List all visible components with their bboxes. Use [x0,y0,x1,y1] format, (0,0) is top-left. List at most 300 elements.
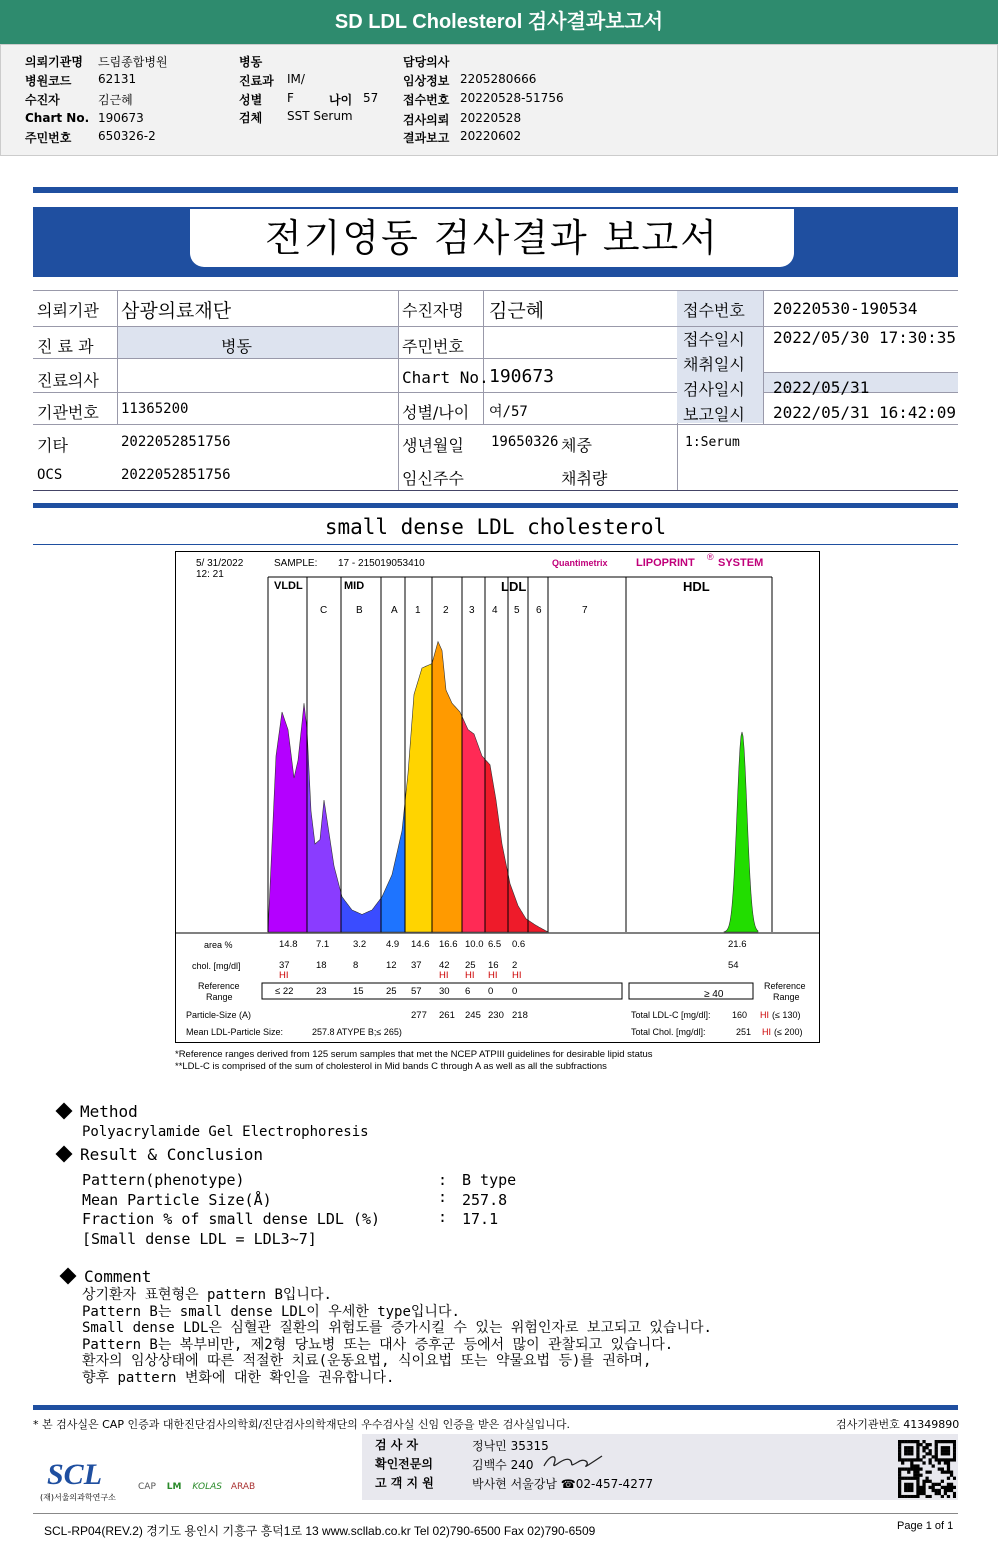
qr-module [910,1446,913,1449]
total-ldl-label: Total LDL-C [mg/dl]: [631,1010,711,1020]
top-header-title: SD LDL Cholesterol 검사결과보고서 [0,0,998,44]
band-label: 7 [582,605,588,616]
ref-box-hdl [629,983,753,999]
qr-module [953,1446,956,1449]
ref-value: 0 [512,986,518,997]
result-note: [Small dense LDL = LDL3~7] [82,1230,317,1248]
qr-module [935,1443,938,1446]
qr-module [941,1480,944,1483]
qr-module [947,1452,950,1455]
band-label: 6 [536,605,542,616]
field-label: 검체 [239,111,263,125]
qr-module [898,1449,901,1452]
hi-flag: HI [512,970,522,981]
qr-module [916,1480,919,1483]
qr-module [947,1483,950,1486]
group-mid: MID [344,580,365,592]
comment-line: Small dense LDL은 심혈관 질환의 위험도를 증가시킬 수 있는 위험인자로 보고되고 있습니다. [82,1320,712,1337]
qr-module [953,1486,956,1489]
cap-logo: CAP [138,1482,156,1492]
area-value: 14.8 [279,939,298,950]
qr-module [944,1446,947,1449]
footnote: **LDL-C is comprised of the sum of cholesterol in Mid bands C through A as well as all the subfractions [175,1061,607,1072]
qr-module [925,1471,928,1474]
qr-module [929,1449,932,1452]
density-segment [268,703,307,932]
qr-module [950,1440,953,1443]
qr-module [907,1489,910,1492]
area-value: 16.6 [439,939,458,950]
qr-module [953,1449,956,1452]
row-label-ref2: Range [206,992,233,1002]
dept-value: 병동 [221,337,252,356]
qr-module [935,1452,938,1455]
field-value: 20220602 [460,129,522,143]
band-label: 5 [514,605,520,616]
qr-module [947,1464,950,1467]
collect-label: 채취일시 [683,355,745,374]
receipt-date-label: 접수일시 [683,330,745,349]
chol-value: 2 [512,960,518,971]
arab-logo: ARAB [230,1482,256,1492]
ref-value: ≤ 22 [275,986,294,997]
qr-module [919,1458,922,1461]
pregnancy-label: 임신주수 [402,469,464,488]
qr-module [916,1458,919,1461]
total-ldl-ref: (≤ 130) [772,1010,801,1020]
chol-value: 18 [316,960,327,971]
cert-note: * 본 검사실은 CAP 인증과 대한진단검사의학회/진단검사의학재단의 우수검사실 신임 인증을 받은 검사실입니다. [33,1418,571,1431]
qr-module [904,1489,907,1492]
comment-line: 환자의 임상상태에 따른 적절한 치료(운동요법, 식이요법 또는 약물요법 등)를 권하며, [82,1353,652,1370]
qr-module [938,1458,941,1461]
tester-value: 정낙민 35315 [472,1439,549,1453]
brand-b: LIPOPRINT [636,557,695,569]
density-segment [462,716,485,932]
qr-module [910,1483,913,1486]
comment-heading-text: Comment [84,1267,152,1286]
method-text: Polyacrylamide Gel Electrophoresis [82,1124,369,1140]
particle-size: 277 [411,1010,427,1021]
report-title: 전기영동 검사결과 보고서 [190,209,794,267]
etc-value: 2022052851756 [121,434,231,450]
qr-module [913,1464,916,1467]
field-value: SST Serum [287,109,353,123]
chart-no-label: Chart No. [402,368,489,387]
qr-module [950,1474,953,1477]
qr-module [913,1467,916,1470]
receipt-date-value: 2022/05/30 17:30:35 [773,328,957,347]
chol-value: 42 [439,960,450,971]
qr-module [898,1480,901,1483]
total-ldl-flag: HI [760,1010,769,1020]
qr-module [904,1477,907,1480]
qr-module [910,1458,913,1461]
total-chol-ref: (≤ 200) [774,1027,803,1037]
hi-flag: HI [488,970,498,981]
result-value: B type [462,1171,517,1189]
qr-module [913,1440,916,1443]
qr-module [907,1483,910,1486]
qr-module [950,1489,953,1492]
qr-module [941,1446,944,1449]
qr-module [913,1471,916,1474]
qr-module [907,1471,910,1474]
qr-module [938,1440,941,1443]
qr-module [944,1489,947,1492]
qr-module [919,1474,922,1477]
footnotes [175,1049,653,1073]
qr-module [922,1489,925,1492]
comment-body [82,1287,712,1387]
total-chol-flag: HI [762,1027,771,1037]
qr-module [901,1467,904,1470]
qr-module [938,1467,941,1470]
support-value: 박사현 서울강남 ☎02-457-4277 [472,1477,654,1491]
qr-module [916,1455,919,1458]
qr-module [941,1449,944,1452]
top-info-panel [0,44,998,156]
qr-module [904,1467,907,1470]
qr-module [932,1483,935,1486]
qr-module [953,1455,956,1458]
qr-module [907,1477,910,1480]
qr-module [898,1492,901,1495]
qr-module [925,1477,928,1480]
qr-module [898,1458,901,1461]
qr-module [947,1489,950,1492]
ref-value: 25 [386,986,397,997]
field-label: 검사의뢰 [403,113,450,127]
qr-module [935,1483,938,1486]
field-label: 담당의사 [403,55,450,69]
qr-module [953,1443,956,1446]
particle-size: 245 [465,1010,481,1021]
qr-module [925,1452,928,1455]
signature-panel [362,1434,958,1500]
row-label-chol: chol. [mg/dl] [192,961,241,971]
doctor-label: 진료의사 [37,371,99,390]
qr-module [947,1477,950,1480]
diamond-bullet-icon [56,1103,73,1120]
ocs-value: 2022052851756 [121,467,231,483]
page-number: Page 1 of 1 [897,1520,954,1532]
band-label: 1 [415,605,421,616]
field-value: 62131 [98,72,137,86]
field-label: 결과보고 [403,131,450,145]
particle-size: 261 [439,1010,455,1021]
total-ldl-value: 160 [732,1010,748,1020]
qr-module [947,1458,950,1461]
result-colon: : [438,1208,448,1226]
comment-line: Pattern B는 small dense LDL이 우세한 type입니다. [82,1303,460,1320]
qr-module [919,1467,922,1470]
qr-module [898,1452,901,1455]
chart-date: 5/ 31/2022 [196,558,244,569]
result-label: Mean Particle Size(Å) [82,1191,272,1209]
qr-module [925,1443,928,1446]
patient-table [33,290,958,490]
qr-module [907,1440,910,1443]
qr-module [938,1461,941,1464]
mean-size: 257.8 ATYPE B;≤ 265) [312,1027,402,1037]
qr-module [910,1452,913,1455]
qr-module [901,1458,904,1461]
qr-module [901,1495,904,1498]
qr-module [907,1452,910,1455]
qr-module [929,1480,932,1483]
brand-a: Quantimetrix [552,558,608,568]
qr-module [925,1446,928,1449]
field-value: F [287,91,294,105]
qr-module [907,1495,910,1498]
field-value: 김근혜 [98,93,133,107]
row-label-mean: Mean LDL-Particle Size: [186,1027,284,1037]
qr-module [922,1449,925,1452]
ref-value: 0 [488,986,494,997]
qr-module [904,1486,907,1489]
qr-module [953,1440,956,1443]
qr-module [932,1489,935,1492]
chol-value: 16 [488,960,499,971]
etc-label: 기타 [37,436,68,455]
field-label: 진료과 [239,74,274,88]
qr-module [898,1495,901,1498]
ref-right-1: Reference [764,981,806,991]
qr-module [953,1452,956,1455]
comment-heading [62,1267,151,1286]
footer-bottom-rule [33,1513,958,1514]
total-chol-label: Total Chol. [mg/dl]: [631,1027,706,1037]
dept-label: 진 료 과 [37,337,94,356]
qr-module [916,1483,919,1486]
qr-module [910,1495,913,1498]
density-segment [381,802,405,932]
field-value: 190673 [98,111,144,125]
field-label: 접수번호 [403,93,450,107]
field-value: 650326-2 [98,129,156,143]
qr-module [947,1467,950,1470]
qr-module [941,1467,944,1470]
qr-module [898,1455,901,1458]
qr-module [904,1483,907,1486]
qr-module [935,1449,938,1452]
ref-value: 6 [465,986,471,997]
qr-module [953,1458,956,1461]
confirm-value: 김백수 240 [472,1458,534,1472]
sample-id: 17 - 215019053410 [338,558,425,569]
hi-flag: HI [279,970,289,981]
qr-module [947,1486,950,1489]
tester-label: 검 사 자 [375,1438,419,1452]
result-value: 257.8 [462,1191,508,1209]
qr-module [904,1495,907,1498]
qr-module [922,1486,925,1489]
qr-module [898,1477,901,1480]
area-value: 3.2 [353,939,367,950]
result-heading-text: Result & Conclusion [80,1145,264,1164]
qr-module [907,1486,910,1489]
qr-module [935,1458,938,1461]
qr-module [907,1449,910,1452]
qr-module [947,1461,950,1464]
receipt-no-label: 접수번호 [683,301,745,320]
qr-module [910,1486,913,1489]
qr-module [922,1455,925,1458]
qr-module [898,1474,901,1477]
qr-module [916,1492,919,1495]
qr-module [916,1440,919,1443]
density-segment [405,664,432,932]
area-value: 0.6 [512,939,526,950]
qr-module [919,1492,922,1495]
field-label: 주민번호 [25,131,72,145]
area-value: 7.1 [316,939,330,950]
qr-module [910,1477,913,1480]
qr-module [898,1467,901,1470]
qr-module [916,1477,919,1480]
qr-module [950,1486,953,1489]
ref-value: 15 [353,986,364,997]
qr-module [904,1458,907,1461]
qr-module [929,1495,932,1498]
confirm-label: 확인전문의 [375,1457,433,1471]
group-hdl: HDL [683,579,710,594]
area-value: 6.5 [488,939,502,950]
specimen-value: 1:Serum [685,435,740,450]
qr-module [898,1486,901,1489]
qr-module [916,1486,919,1489]
qr-module [929,1458,932,1461]
receipt-no-value: 20220530-190534 [773,299,918,318]
result-colon: : [438,1188,448,1206]
field-label: 수진자 [25,93,60,107]
section-underline [33,544,958,545]
qr-module [947,1495,950,1498]
qr-module [922,1483,925,1486]
chol-value: 37 [411,960,422,971]
result-label: Fraction % of small dense LDL (%) [82,1210,381,1228]
qr-module [938,1492,941,1495]
row-label-ref1: Reference [198,981,240,991]
field-value: 20220528-51756 [460,91,564,105]
particle-size: 218 [512,1010,528,1021]
qr-module [941,1471,944,1474]
qr-module [904,1446,907,1449]
qr-module [910,1440,913,1443]
brand-mark: ® [707,552,714,562]
row-label-area: area % [204,940,233,950]
qr-module [950,1458,953,1461]
scl-logo-sub: (재)서울의과학연구소 [40,1493,116,1502]
test-date-value: 2022/05/31 [773,378,870,397]
qr-module [910,1464,913,1467]
method-heading [58,1102,138,1121]
qr-module [913,1495,916,1498]
qr-module [932,1455,935,1458]
qr-module [898,1489,901,1492]
support-label: 고 객 지 원 [375,1476,434,1490]
scl-logo: SCL [47,1458,103,1491]
field-label: 병동 [239,55,263,69]
qr-module [916,1446,919,1449]
ref-value: 30 [439,986,450,997]
qr-module [904,1440,907,1443]
patient-name-label: 수진자명 [402,301,464,320]
lm-logo: LM [166,1482,182,1492]
qr-module [922,1492,925,1495]
qr-module [913,1477,916,1480]
qr-module [944,1492,947,1495]
comment-line: Pattern B는 복부비만, 제2형 당뇨병 또는 대사 증후군 등에서 많이 관찰되고 있습니다. [82,1336,674,1353]
qr-module [919,1443,922,1446]
qr-module [944,1471,947,1474]
weight-label: 체중 [561,436,592,455]
report-date-value: 2022/05/31 16:42:09 [773,403,957,422]
qr-module [935,1489,938,1492]
qr-module [941,1458,944,1461]
row-label-size: Particle-Size (A) [186,1010,252,1020]
result-label: Pattern(phenotype) [82,1171,245,1189]
field-value: 2205280666 [460,72,537,86]
band-label: 2 [443,605,449,616]
qr-module [910,1467,913,1470]
qr-module [898,1443,901,1446]
area-value: 21.6 [728,939,747,950]
qr-module [941,1452,944,1455]
birth-value: 19650326 [491,434,559,450]
qr-module [941,1486,944,1489]
qr-module [935,1440,938,1443]
qr-module [898,1471,901,1474]
hdl-ref: ≥ 40 [704,989,724,1000]
ref-value: 57 [411,986,422,997]
qr-module [907,1446,910,1449]
qr-module [898,1440,901,1443]
particle-size: 230 [488,1010,504,1021]
qr-module [944,1452,947,1455]
field-label: 성별 [239,93,263,107]
chart-no-value: 190673 [489,366,555,387]
density-segment [508,874,528,932]
qr-module [947,1446,950,1449]
ref-value: 23 [316,986,327,997]
qr-module [925,1495,928,1498]
footer-rule [33,1405,958,1410]
ref-right-2: Range [773,992,800,1002]
qr-module [925,1480,928,1483]
qr-module [947,1449,950,1452]
qr-module [944,1440,947,1443]
hdl-peak [724,732,758,932]
qr-module [944,1458,947,1461]
qr-module [935,1446,938,1449]
qr-module [929,1443,932,1446]
section-rule [33,503,958,508]
qr-module [913,1474,916,1477]
chol-value: 37 [279,960,290,971]
qr-module [901,1461,904,1464]
sex-age-label: 성별/나이 [402,403,470,422]
band-label: C [320,605,328,616]
area-value: 14.6 [411,939,430,950]
qr-module [916,1452,919,1455]
hi-flag: HI [439,970,449,981]
qr-module [907,1458,910,1461]
qr-module [932,1464,935,1467]
qr-module [910,1461,913,1464]
field-value: 20220528 [460,111,522,125]
